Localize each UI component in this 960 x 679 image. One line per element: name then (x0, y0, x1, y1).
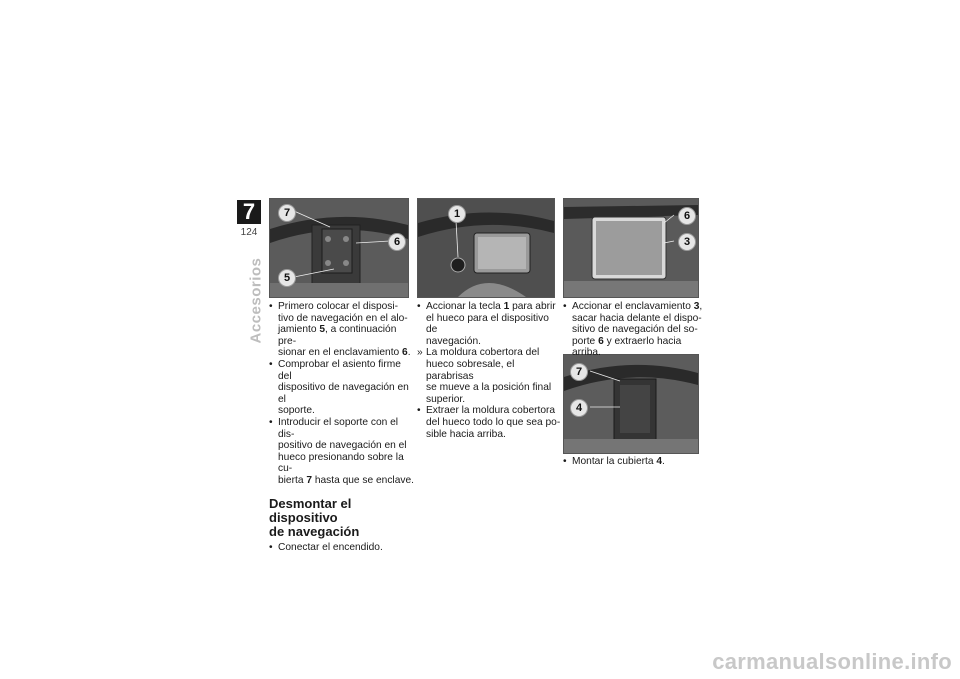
step-list (563, 456, 708, 468)
step-item (563, 456, 708, 468)
marker-7: 7 (570, 363, 588, 381)
marker-6: 6 (678, 207, 696, 225)
step-text: , a continuación pre- sionar en el enclavamiento (278, 324, 403, 359)
chapter-number: 7 (237, 200, 261, 224)
step-text: Conectar el encendido. (278, 541, 383, 553)
step-text: . (407, 347, 411, 359)
step-text: Comprobar el asiento firme del dispositivo de navegación en el soporte. (278, 358, 409, 417)
part-reference: 4 (656, 456, 663, 467)
step-text: Introducir el soporte con el dis- positivo de navegación en el hueco presionando sobre la cu- bierta (278, 416, 407, 486)
step-text: La moldura cobertora del hueco sobresale, el parabrisas se mueve a la posición final superior. (426, 347, 552, 405)
step-item (269, 301, 414, 359)
part-reference: 5 (319, 324, 326, 336)
result-item (417, 347, 562, 405)
chapter-tab (237, 200, 261, 238)
page-number: 124 (240, 227, 258, 238)
step-text: Extraer la moldura cobertora del hueco todo lo que sea po- sible hacia arriba. (426, 405, 561, 440)
column-3-lower (563, 456, 708, 468)
watermark: carmanualsonline.info (712, 649, 952, 674)
step-item (269, 542, 414, 554)
step-item (417, 301, 562, 347)
chapter-title: Accesorios (247, 257, 265, 344)
step-item (269, 417, 414, 487)
photo-dashboard-button (417, 198, 555, 298)
step-list (269, 542, 414, 554)
step-text: para abrir el hueco para el dispositivo de navegación. (426, 301, 556, 347)
section-heading: Desmontar el dispositivo de navegación (269, 495, 360, 539)
marker-3: 3 (678, 233, 696, 251)
step-list (269, 301, 414, 487)
step-text: Montar la cubierta (572, 456, 657, 467)
step-list (563, 301, 708, 359)
step-text: hasta que se enclave. (312, 474, 414, 486)
marker-1: 1 (448, 205, 466, 223)
marker-7: 7 (278, 204, 296, 222)
step-text: Accionar el enclavamiento (572, 301, 694, 312)
marker-4: 4 (570, 399, 588, 417)
photo-mount-holder (269, 198, 409, 298)
step-text: . (662, 456, 665, 467)
column-2 (417, 301, 562, 440)
step-item (417, 405, 562, 440)
photo-cover-mount (563, 354, 699, 454)
part-reference: 6 (402, 347, 408, 359)
part-reference: 1 (503, 301, 510, 312)
step-item (563, 301, 708, 359)
step-text: Primero colocar el disposi- tivo de navegación en el alo- jamiento (278, 301, 408, 336)
step-text: Accionar la tecla (426, 301, 504, 312)
part-reference: 6 (598, 335, 604, 347)
column-3 (563, 301, 708, 359)
step-text: y extraerlo hacia arriba. (572, 335, 682, 359)
step-item (269, 359, 414, 417)
marker-6: 6 (388, 233, 406, 251)
step-list (417, 301, 562, 440)
part-reference: 3 (693, 301, 700, 312)
part-reference: 7 (306, 474, 312, 486)
step-text: , sacar hacia delante el dispo- sitivo de navegación del so- porte (572, 301, 703, 347)
column-1 (269, 301, 414, 553)
photo-navigation-device (563, 198, 699, 298)
marker-5: 5 (278, 269, 296, 287)
